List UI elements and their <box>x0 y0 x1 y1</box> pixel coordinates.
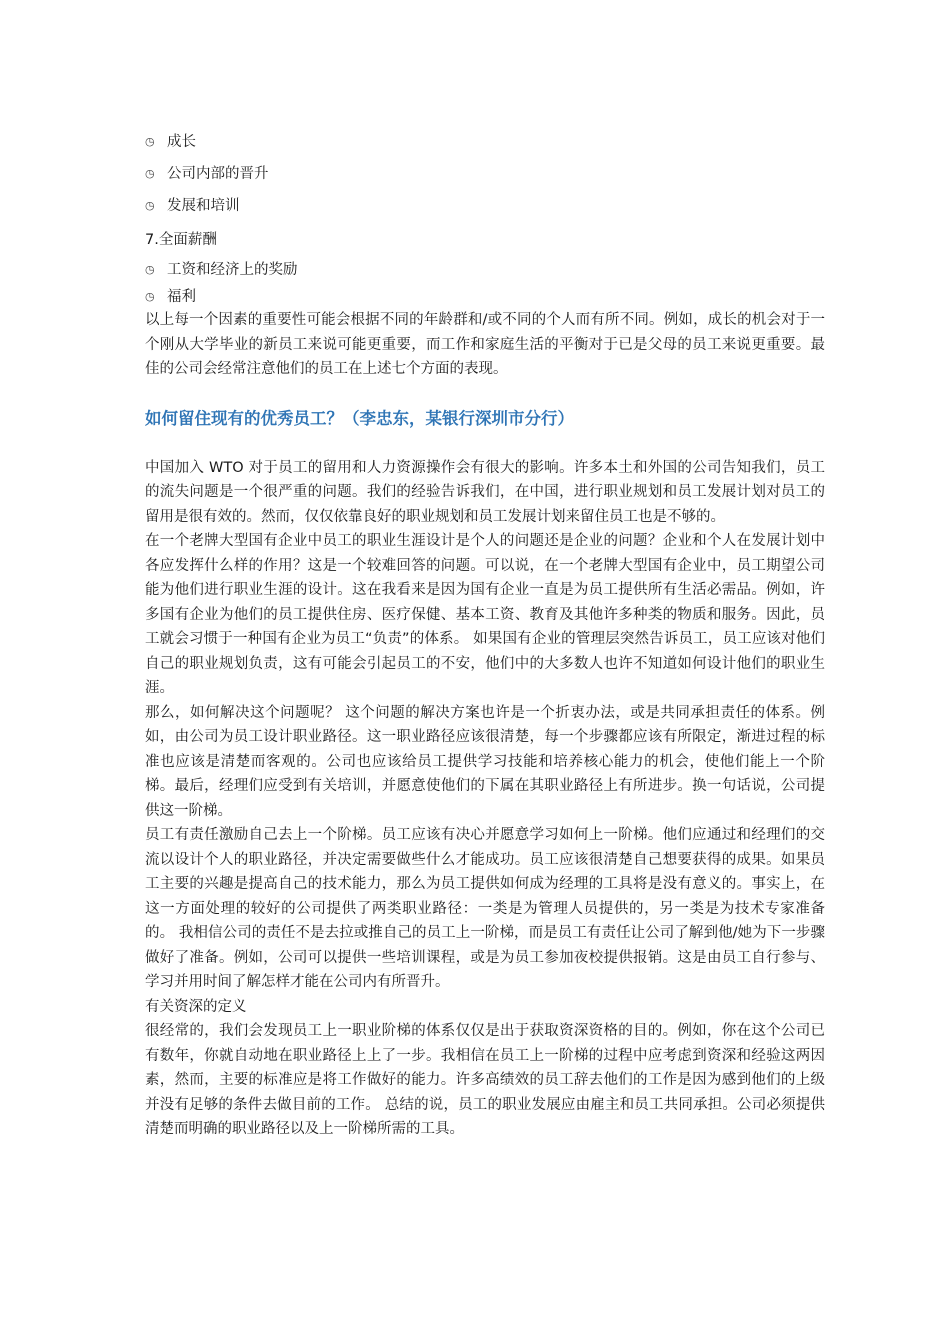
list-item-text: 福利 <box>167 289 196 305</box>
body-paragraph: 在一个老牌大型国有企业中员工的职业生涯设计是个人的问题还是企业的问题？企业和个人在发展计划中各应发挥什么样的作用？这是一个较难回答的问题。可以说，在一个老牌大型国有企业中，员工期望公司能为他们进行职业生涯的设计。这在我看来是因为国有企业一直是为员工提供所有生活必需品。例如，许多国有企业为他们的员工提供住房、医疗保健、基本工资、教育及其他许多种类的物质和服务。因此，员工就会习惯于一种国有企业为员工“负责”的体系。 如果国有企业的管理层突然告诉员工，员工应该对他们自己的职业规划负责，这有可能会引起员工的不安，他们中的大多数人也许不知道如何设计他们的职业生涯。 <box>145 533 825 696</box>
body-paragraph: 中国加入 WTO 对于员工的留用和人力资源操作会有很大的影响。许多本土和外国的公司告知我们，员工的流失问题是一个很严重的问题。我们的经验告诉我们，在中国，进行职业规划和员工发展计划对员工的留用是很有效的。然而，仅仅依靠良好的职业规划和员工发展计划来留住员工也是不够的。 <box>145 459 825 525</box>
clock-icon: ◷ <box>145 167 155 180</box>
section-heading: 如何留住现有的优秀员工？（李忠东，某银行深圳市分行） <box>145 408 574 428</box>
list-item-text: 成长 <box>167 134 196 150</box>
section-title: 7.全面薪酬 <box>145 231 217 248</box>
list-item <box>145 286 825 308</box>
intro-paragraph: 以上每一个因素的重要性可能会根据不同的年龄群和/或不同的个人而有所不同。例如，成长的机会对于一个刚从大学毕业的新员工来说可能更重要，而工作和家庭生活的平衡对于已是父母的员工来说更重要。最佳的公司会经常注意他们的员工在上述七个方面的表现。 <box>145 312 825 377</box>
clock-icon: ◷ <box>145 263 155 276</box>
list-item <box>145 126 825 158</box>
clock-icon: ◷ <box>145 199 155 212</box>
body-paragraph: 员工有责任激励自己去上一个阶梯。员工应该有决心并愿意学习如何上一阶梯。他们应通过和经理们的交流以设计个人的职业路径，并决定需要做些什么才能成功。员工应该很清楚自己想要获得的成果。如果员工主要的兴趣是提高自己的技术能力，那么为员工提供如何成为经理的工具将是没有意义的。事实上，在这一方面处理的较好的公司提供了两类职业路径：一类是为管理人员提供的，另一类是为技术专家准备的。 我相信公司的责任不是去拉或推自己的员工上一阶梯，而是员工有责任让公司了解到他/她为下一步骤做好了准备。例如，公司可以提供一些培训课程，或是为员工参加夜校提供报销。这是由员工自行参与、学习并用时间了解怎样才能在公司内有所晋升。 <box>145 827 825 990</box>
body-paragraph: 很经常的，我们会发现员工上一职业阶梯的体系仅仅是出于获取资深资格的目的。例如，你在这个公司已有数年，你就自动地在职业路径上上了一步。我相信在员工上一阶梯的过程中应考虑到资深和经验这两因素，然而，主要的标准应是将工作做好的能力。许多高绩效的员工辞去他们的工作是因为感到他们的上级并没有足够的条件去做目前的工作。 总结的说，员工的职业发展应由雇主和员工共同承担。公司必须提供清楚而明确的职业路径以及上一阶梯所需的工具。 <box>145 1023 825 1137</box>
body-paragraph: 那么，如何解决这个问题呢？ 这个问题的解决方案也许是一个折衷办法，或是共同承担责任的体系。例如，由公司为员工设计职业路径。这一职业路径应该很清楚，每一个步骤都应该有所限定，渐进过程的标准也应该是清楚而客观的。公司也应该给员工提供学习技能和培养核心能力的机会，使他们能上一个阶梯。最后，经理们应受到有关培训，并愿意使他们的下属在其职业路径上有所进步。换一句话说，公司提供这一阶梯。 <box>145 704 825 819</box>
list-item <box>145 254 825 286</box>
list-item-text: 发展和培训 <box>167 198 240 214</box>
list-item-text: 公司内部的晋升 <box>167 166 269 182</box>
document-page <box>145 126 825 1142</box>
subheading: 有关资深的定义 <box>145 998 247 1015</box>
clock-icon: ◷ <box>145 290 155 303</box>
list-item <box>145 190 825 222</box>
clock-icon: ◷ <box>145 135 155 148</box>
list-item <box>145 158 825 190</box>
list-item-text: 工资和经济上的奖励 <box>167 262 298 278</box>
